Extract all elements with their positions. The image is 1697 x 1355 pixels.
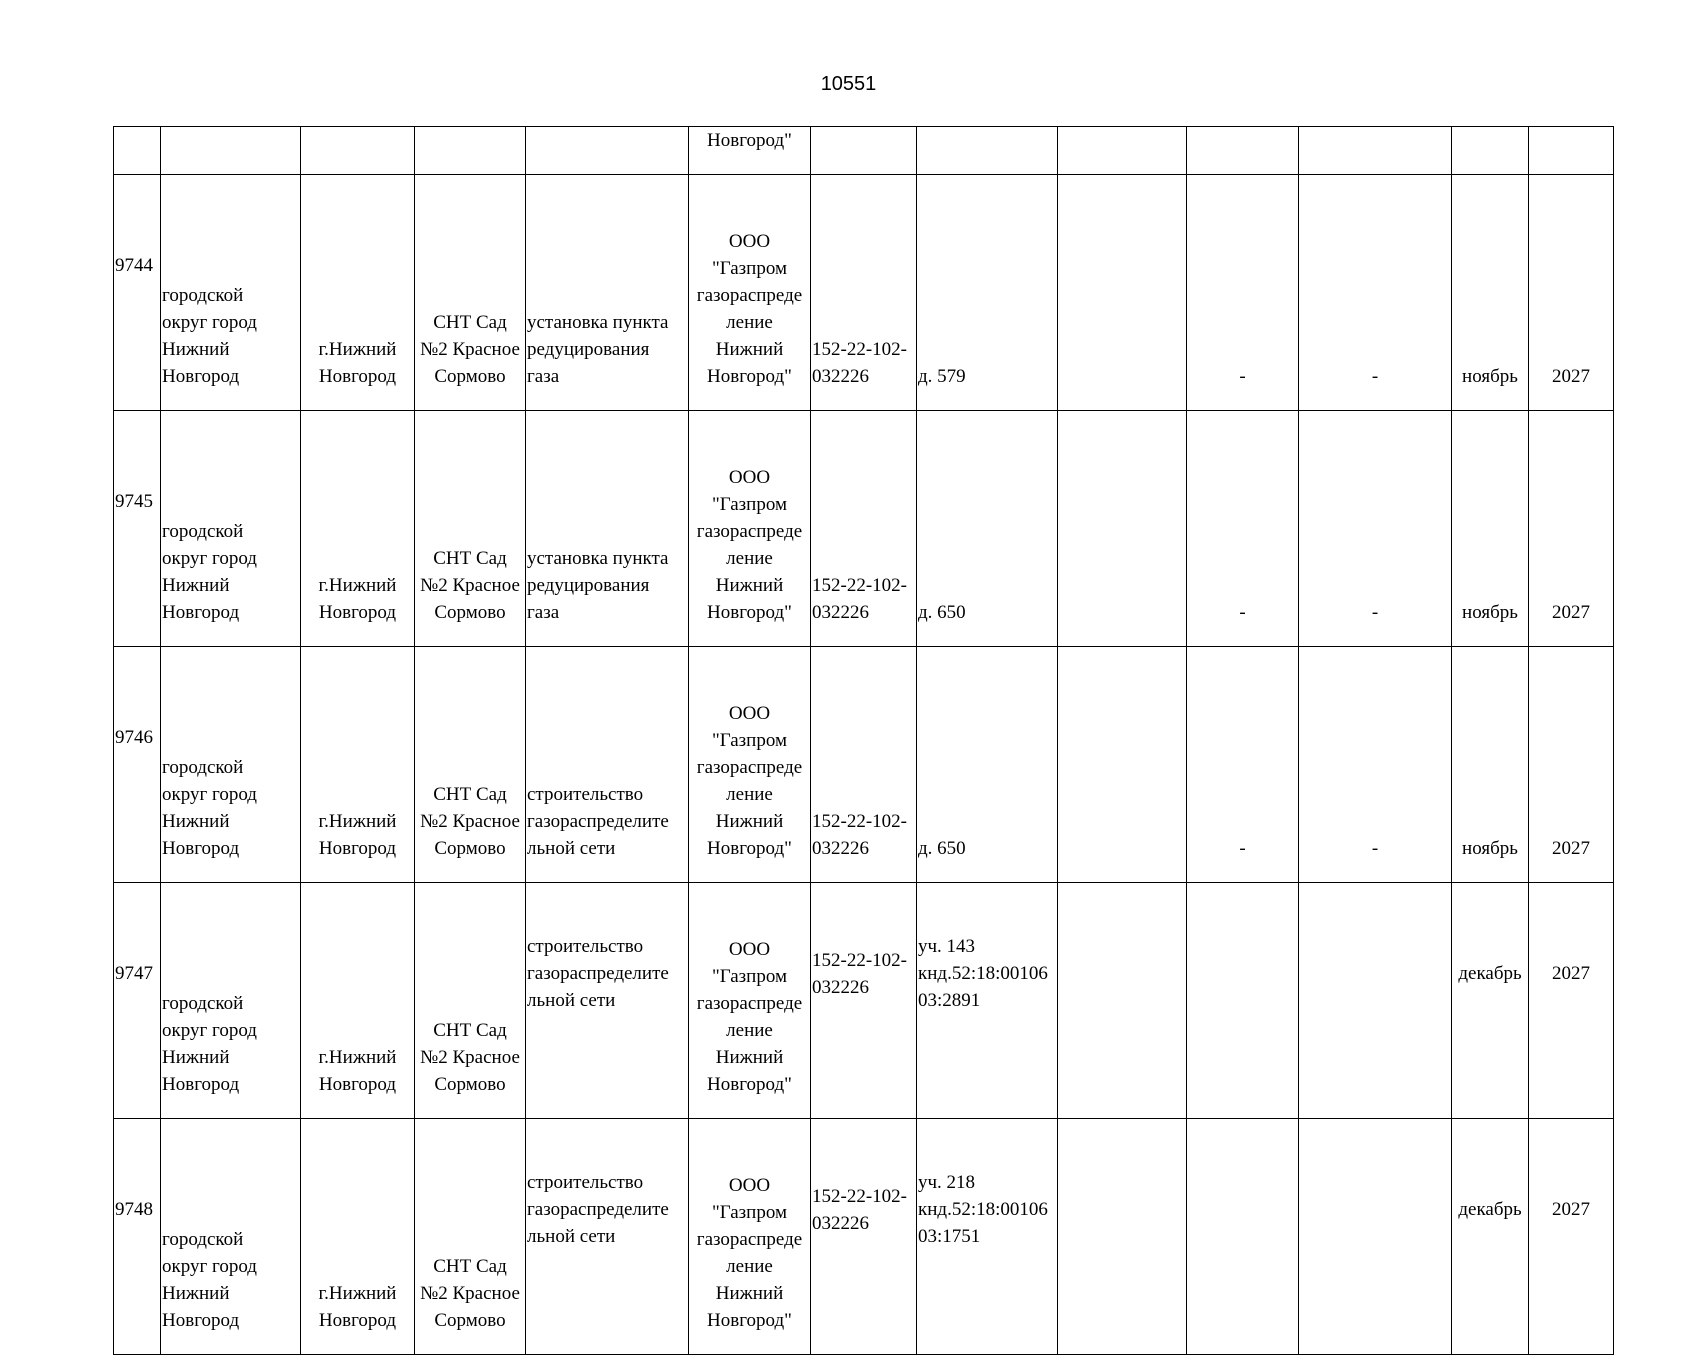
cell-empty: [1299, 127, 1452, 175]
municipality-cell: городской округ город Нижний Новгород: [161, 175, 301, 411]
work-type-cell: строительство газораспределите льной сети: [526, 647, 689, 883]
table-row: [114, 1119, 1614, 1355]
row-number-cell: 9745: [114, 411, 161, 647]
cell-empty: [301, 127, 415, 175]
snt-cell: СНТ Сад №2 Красное Сормово: [415, 1119, 526, 1355]
address-cell: д. 650: [917, 411, 1058, 647]
year-cell: 2027: [1529, 175, 1614, 411]
program-code-cell: 152-22-102- 032226: [811, 175, 917, 411]
month-cell: декабрь: [1452, 883, 1529, 1119]
city-cell: г.Нижний Новгород: [301, 411, 415, 647]
cell-empty: [526, 127, 689, 175]
organization-cell: ООО "Газпром газораспреде ление Нижний Новгород": [689, 883, 811, 1119]
cell-empty: [811, 127, 917, 175]
city-cell: г.Нижний Новгород: [301, 647, 415, 883]
column-g-cell: -: [1299, 647, 1452, 883]
municipality-cell: городской округ город Нижний Новгород: [161, 411, 301, 647]
continuation-row: [114, 127, 1614, 175]
year-cell: 2027: [1529, 883, 1614, 1119]
gas-works-registry-table: [113, 126, 1614, 1355]
continuation-org-cell: Новгород": [689, 127, 811, 175]
year-cell: 2027: [1529, 411, 1614, 647]
program-code-cell: 152-22-102- 032226: [811, 883, 917, 1119]
address-cell: д. 579: [917, 175, 1058, 411]
column-f-cell: [1187, 883, 1299, 1119]
year-cell: 2027: [1529, 1119, 1614, 1355]
city-cell: г.Нижний Новгород: [301, 883, 415, 1119]
row-number-cell: 9747: [114, 883, 161, 1119]
column-f-cell: [1187, 1119, 1299, 1355]
column-f-cell: -: [1187, 175, 1299, 411]
organization-cell: ООО "Газпром газораспреде ление Нижний Новгород": [689, 175, 811, 411]
cell-empty: [917, 127, 1058, 175]
city-cell: г.Нижний Новгород: [301, 1119, 415, 1355]
cell-empty: [1452, 127, 1529, 175]
column-e-cell: [1058, 175, 1187, 411]
municipality-cell: городской округ город Нижний Новгород: [161, 1119, 301, 1355]
program-code-cell: 152-22-102- 032226: [811, 411, 917, 647]
column-e-cell: [1058, 411, 1187, 647]
work-type-cell: установка пункта редуцирования газа: [526, 411, 689, 647]
snt-cell: СНТ Сад №2 Красное Сормово: [415, 883, 526, 1119]
table-row: [114, 411, 1614, 647]
column-g-cell: [1299, 883, 1452, 1119]
column-e-cell: [1058, 883, 1187, 1119]
row-number-cell: 9748: [114, 1119, 161, 1355]
snt-cell: СНТ Сад №2 Красное Сормово: [415, 175, 526, 411]
page-number: 10551: [820, 73, 877, 95]
month-cell: ноябрь: [1452, 647, 1529, 883]
row-number-cell: 9744: [114, 175, 161, 411]
table-row: [114, 175, 1614, 411]
cell-empty: [1187, 127, 1299, 175]
column-g-cell: [1299, 1119, 1452, 1355]
cell-empty: [161, 127, 301, 175]
table-row: [114, 647, 1614, 883]
city-cell: г.Нижний Новгород: [301, 175, 415, 411]
column-g-cell: -: [1299, 411, 1452, 647]
table-row: [114, 883, 1614, 1119]
work-type-cell: строительство газораспределите льной сети: [526, 883, 689, 1119]
address-cell: уч. 143 кнд.52:18:00106 03:2891: [917, 883, 1058, 1119]
work-type-cell: установка пункта редуцирования газа: [526, 175, 689, 411]
column-f-cell: -: [1187, 411, 1299, 647]
column-f-cell: -: [1187, 647, 1299, 883]
organization-cell: ООО "Газпром газораспреде ление Нижний Новгород": [689, 411, 811, 647]
address-cell: д. 650: [917, 647, 1058, 883]
month-cell: ноябрь: [1452, 175, 1529, 411]
municipality-cell: городской округ город Нижний Новгород: [161, 647, 301, 883]
year-cell: 2027: [1529, 647, 1614, 883]
organization-cell: ООО "Газпром газораспреде ление Нижний Новгород": [689, 1119, 811, 1355]
cell-empty: [1529, 127, 1614, 175]
month-cell: ноябрь: [1452, 411, 1529, 647]
address-cell: уч. 218 кнд.52:18:00106 03:1751: [917, 1119, 1058, 1355]
cell-empty: [114, 127, 161, 175]
column-e-cell: [1058, 647, 1187, 883]
work-type-cell: строительство газораспределите льной сети: [526, 1119, 689, 1355]
snt-cell: СНТ Сад №2 Красное Сормово: [415, 411, 526, 647]
municipality-cell: городской округ город Нижний Новгород: [161, 883, 301, 1119]
organization-cell: ООО "Газпром газораспреде ление Нижний Новгород": [689, 647, 811, 883]
column-g-cell: -: [1299, 175, 1452, 411]
snt-cell: СНТ Сад №2 Красное Сормово: [415, 647, 526, 883]
month-cell: декабрь: [1452, 1119, 1529, 1355]
cell-empty: [415, 127, 526, 175]
program-code-cell: 152-22-102- 032226: [811, 647, 917, 883]
column-e-cell: [1058, 1119, 1187, 1355]
cell-empty: [1058, 127, 1187, 175]
row-number-cell: 9746: [114, 647, 161, 883]
program-code-cell: 152-22-102- 032226: [811, 1119, 917, 1355]
